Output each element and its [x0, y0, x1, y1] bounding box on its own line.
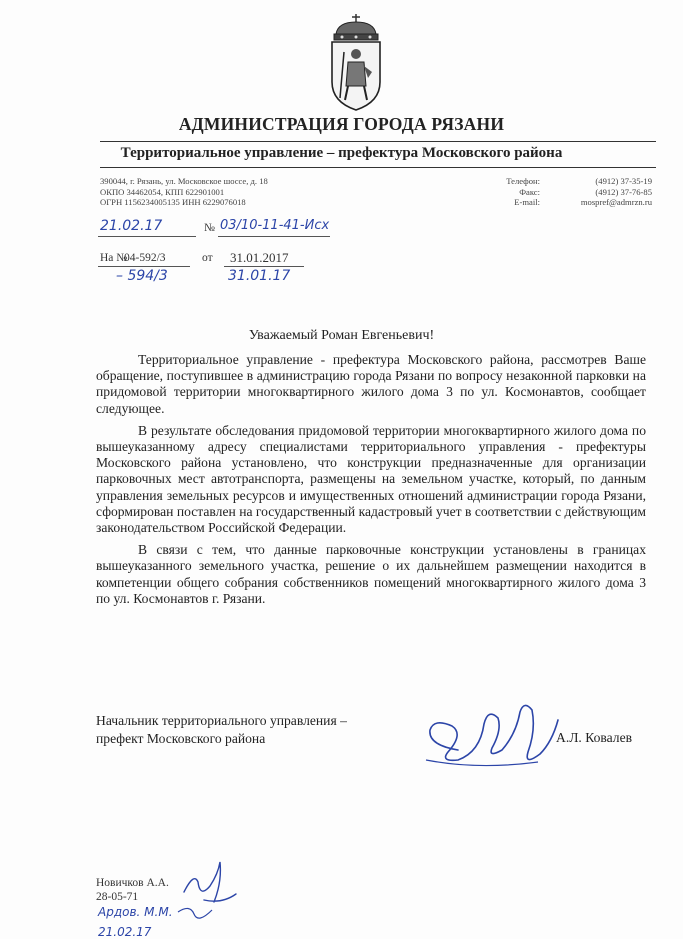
position-line: Начальник территориального управления – — [96, 713, 347, 728]
approval-date-handwritten: 21.02.17 — [98, 925, 152, 939]
signatory-name: А.Л. Ковалев — [556, 730, 633, 745]
contact-values — [540, 176, 652, 208]
number-underline — [218, 236, 330, 237]
executor-name: Новичков А.А. — [96, 877, 169, 889]
phone-value: (4912) 37-35-19 — [595, 176, 652, 186]
signatory-position — [96, 712, 347, 748]
okpo-line: ОКПО 34462054, КПП 622901001 — [100, 186, 225, 197]
outgoing-date-handwritten: 21.02.17 — [100, 218, 163, 234]
fax-value: (4912) 37-76-85 — [595, 186, 652, 197]
ref-number-underline — [98, 266, 190, 267]
reference-number-handwritten: – 594/3 — [116, 268, 168, 284]
approval-handwritten-note — [94, 902, 234, 940]
address-block — [100, 176, 268, 208]
reference-number: 04-592/3 — [124, 252, 166, 264]
header-divider — [100, 141, 656, 142]
reference-from-label: от — [202, 252, 213, 264]
body-paragraph: В результате обследования придомовой территории многоквартирного жилого дома по вышеуказанному адресу специалистами территориального управления - префектуры Московского района установлено, что конструкции предназначенные для организации парковочных мест автотранспорта, размещены на земельном участке, который, по данным управления земельных ресурсов и имущественных отношений администрации города Рязани, сформирован поставлен на государственный кадастровый учет в соответствии с действующим законодательством Российской Федерации. — [96, 422, 646, 536]
email-value: mospref@admrzn.ru — [580, 197, 652, 207]
ogrn-line: ОГРН 1156234005135 ИНН 6229076018 — [100, 197, 246, 207]
greeting: Уважаемый Роман Евгеньевич! — [248, 328, 435, 343]
address-line: 390044, г. Рязань, ул. Московское шоссе, д. 18 — [100, 176, 268, 186]
date-underline — [98, 236, 196, 237]
organization-name: АДМИНИСТРАЦИЯ ГОРОДА РЯЗАНИ — [178, 114, 505, 134]
body-paragraph: В связи с тем, что данные парковочные конструкции установлены в границах вышеуказанного земельного участка, решение о их дальнейшем размещении находится в компетенции общего собрания собственников помещений многоквартирного жилого дома 3 по ул. Космонавтов г. Рязани. — [96, 542, 646, 606]
position-line: префект Московского района — [96, 731, 266, 746]
reference-date-handwritten: 31.01.17 — [228, 268, 291, 284]
phone-label: Телефон: — [506, 176, 540, 186]
reference-date: 31.01.2017 — [230, 250, 289, 265]
approver-name-handwritten: Ардов. М.М. — [98, 905, 173, 919]
fax-label: Факс: — [519, 186, 540, 197]
contact-labels — [480, 176, 540, 208]
number-prefix: № — [204, 222, 215, 234]
header-divider-bottom — [100, 167, 656, 168]
body-paragraph: Территориальное управление - префектура Московского района, рассмотрев Ваше обращение, поступившее в администрацию города Рязани по вопросу незаконной парковки на придомовой территории многоквартирного жилого дома 3 по ул. Космонавтов, сообщает следующее. — [96, 352, 646, 416]
coat-of-arms-emblem — [318, 12, 394, 112]
ref-date-underline — [224, 266, 304, 267]
letter-body — [96, 352, 646, 613]
executor-block — [96, 876, 169, 904]
email-label: E-mail: — [514, 197, 540, 207]
reference-prefix: На № — [100, 252, 128, 264]
outgoing-number-handwritten: 03/10-11-41-Исх — [220, 218, 330, 233]
department-name: Территориальное управление – префектура Московского района — [120, 145, 563, 161]
executor-phone: 28-05-71 — [96, 891, 139, 903]
